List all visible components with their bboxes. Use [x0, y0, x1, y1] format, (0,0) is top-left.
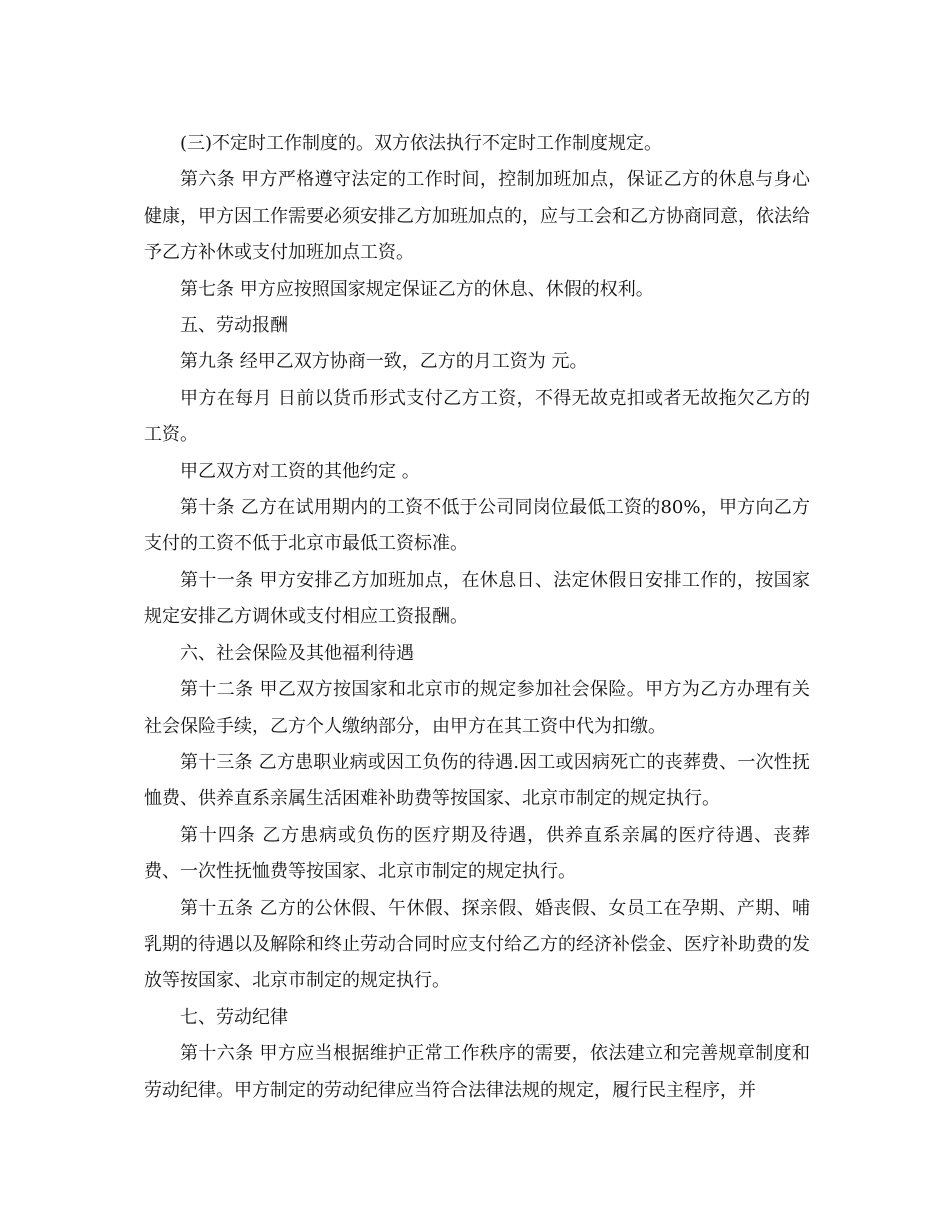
paragraph-wage-payment: 甲方在每月 日前以货币形式支付乙方工资，不得无故克扣或者无故拖欠乙方的工资。: [144, 387, 810, 446]
paragraph-article-12: 第十二条 甲乙双方按国家和北京市的规定参加社会保险。甲方为乙方办理有关社会保险手续，乙方个人缴纳部分，由甲方在其工资中代为扣缴。: [144, 679, 810, 737]
paragraph-other-wage-terms: 甲乙双方对工资的其他约定 。: [180, 460, 420, 482]
paragraph-article-9: 第九条 经甲乙双方协商一致，乙方的月工资为 元。: [180, 351, 588, 373]
document-body: [144, 126, 810, 1109]
section-heading-social-insurance: 六、社会保险及其他福利待遇: [180, 642, 414, 664]
paragraph-flexible-hours: (三)不定时工作制度的。双方依法执行不定时工作制度规定。: [180, 133, 663, 154]
paragraph-article-14: 第十四条 乙方患病或负伤的医疗期及待遇，供养直系亲属的医疗待遇、丧葬费、一次性抚恤费等按国家、北京市制定的规定执行。: [144, 824, 810, 883]
paragraph-article-6: 第六条 甲方严格遵守法定的工作时间，控制加班加点，保证乙方的休息与身心健康，甲方因工作需要必须安排乙方加班加点的，应与工会和乙方协商同意，依法给予乙方补休或支付加班加点工资。: [144, 169, 810, 264]
paragraph-article-7: 第七条 甲方应按照国家规定保证乙方的休息、休假的权利。: [180, 278, 654, 300]
paragraph-article-11: 第十一条 甲方安排乙方加班加点，在休息日、法定休假日安排工作的，按国家规定安排乙方调休或支付相应工资报酬。: [144, 569, 810, 628]
paragraph-article-10: 第十条 乙方在试用期内的工资不低于公司同岗位最低工资的80%，甲方向乙方支付的工资不低于北京市最低工资标准。: [144, 497, 810, 555]
paragraph-article-15: 第十五条 乙方的公休假、午休假、探亲假、婚丧假、女员工在孕期、产期、哺乳期的待遇以及解除和终止劳动合同时应支付给乙方的经济补偿金、医疗补助费的发放等按国家、北京市制定的规定执行。: [144, 897, 810, 992]
section-heading-remuneration: 五、劳动报酬: [180, 315, 288, 337]
paragraph-article-16: 第十六条 甲方应当根据维护正常工作秩序的需要，依法建立和完善规章制度和劳动纪律。甲方制定的劳动纪律应当符合法律法规的规定，履行民主程序，并: [144, 1043, 810, 1101]
section-heading-labor-discipline: 七、劳动纪律: [180, 1006, 288, 1028]
paragraph-article-13: 第十三条 乙方患职业病或因工负伤的待遇.因工或因病死亡的丧葬费、一次性抚恤费、供养直系亲属生活困难补助费等按国家、北京市制定的规定执行。: [144, 751, 810, 810]
